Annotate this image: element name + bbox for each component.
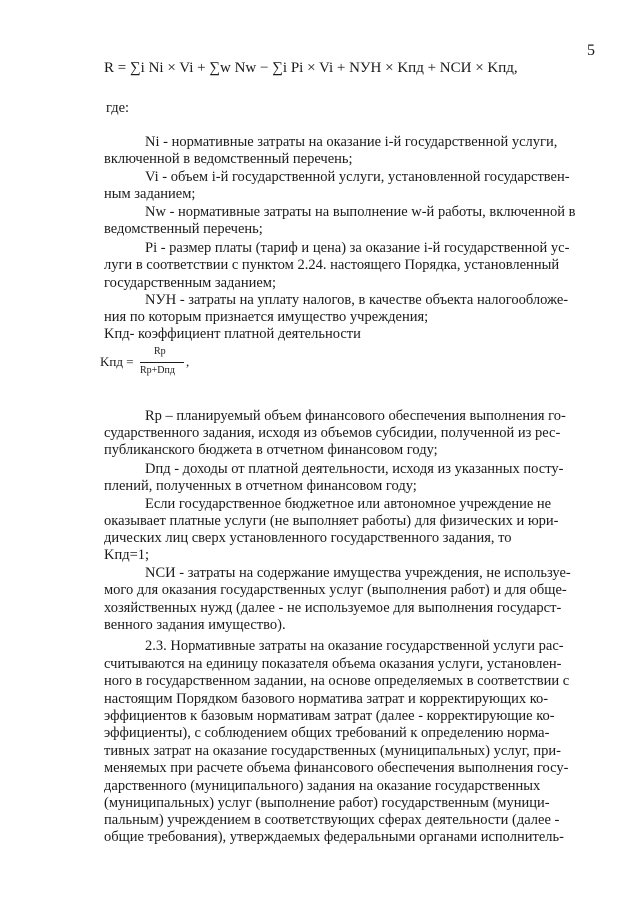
text-line: плений, полученных в отчетном финансовом году; (104, 478, 417, 494)
text-line: хозяйственных нужд (далее - не используемое для выполнения государст- (104, 600, 562, 616)
text-line: Kпд=1; (104, 547, 150, 563)
text-line: оказывает платные услуги (не выполняет работы) для физических и юри- (104, 513, 559, 529)
text-line: сударственного задания, исходя из объемов субсидии, полученной из рес- (104, 425, 561, 441)
text-line: Если государственное бюджетное или автономное учреждение не (145, 496, 552, 512)
text-line: общие требования), утверждаемых федеральными органами исполнитель- (104, 829, 564, 845)
text-line: Nw - нормативные затраты на выполнение w-й работы, включенной в (145, 204, 576, 220)
text-line: Kпд- коэффициент платной деятельности (104, 326, 361, 342)
text-line: включенной в ведомственный перечень; (104, 151, 353, 167)
text-line: Dпд - доходы от платной деятельности, исходя из указанных посту- (145, 461, 564, 477)
text-line: луги в соответствии с пунктом 2.24. настоящего Порядка, установленный (104, 257, 560, 273)
text-line: 2.3. Нормативные затраты на оказание государственной услуги рас- (145, 638, 564, 654)
text-line: Ni - нормативные затраты на оказание i-й государственной услуги, (145, 134, 558, 150)
text-line: дарственного (муниципального) задания на оказание государственных (104, 778, 541, 794)
text-line: государственным заданием; (104, 275, 277, 291)
kpd-formula-numerator: Rp (154, 346, 166, 357)
kpd-formula-denominator: Rp+Dпд (140, 365, 175, 376)
text-line: меняемых при расчете объема финансового обеспечения выполнения госу- (104, 760, 569, 776)
text-line: Pi - размер платы (тариф и цена) за оказание i-й государственной ус- (145, 240, 570, 256)
text-line: тивных затрат на оказание государственных (муниципальных) услуг, при- (104, 743, 561, 759)
text-line: (муниципальных) услуг (выполнение работ) государственным (муници- (104, 795, 550, 811)
text-line: настоящим Порядком базового норматива затрат и корректирующих ко- (104, 691, 549, 707)
text-line: эффициентов к базовым нормативам затрат (далее - корректирующие ко- (104, 708, 555, 724)
text-line: ния по которым признается имущество учреждения; (104, 309, 429, 325)
text-line: Vi - объем i-й государственной услуги, установленной государствен- (145, 169, 570, 185)
text-line: эффициенты), с соблюдением общих требований к определению норма- (104, 725, 550, 741)
text-line: ным заданием; (104, 186, 196, 202)
text-line: венного задания имущество). (104, 617, 286, 633)
text-line: дических лиц сверх установленного государственного задания, то (104, 530, 512, 546)
kpd-formula-lhs: Kпд = (100, 354, 134, 369)
where-label: где: (106, 100, 130, 116)
text-line: ведомственный перечень; (104, 221, 263, 237)
text-line: пальным) учреждением в соответствующих сферах деятельности (далее - (104, 812, 560, 828)
text-line: публиканского бюджета в отчетном финансовом году; (104, 442, 438, 458)
text-line: ного в государственном задании, на основе определяемых в соответствии с (104, 673, 570, 689)
main-formula: R = ∑i Ni × Vi + ∑w Nw − ∑i Pi × Vi + NУН × Kпд + NСИ × Kпд, (104, 60, 518, 76)
text-line: считываются на единицу показателя объема оказания услуги, установлен- (104, 656, 562, 672)
text-line: NУН - затраты на уплату налогов, в качестве объекта налогообложе- (145, 292, 569, 308)
page-number: 5 (587, 42, 595, 59)
text-line: мого для оказания государственных услуг (выполнения работ) и для обще- (104, 582, 567, 598)
fraction-bar (140, 362, 184, 363)
text-line: Rp – планируемый объем финансового обеспечения выполнения го- (145, 408, 566, 424)
text-line: NСИ - затраты на содержание имущества учреждения, не используе- (145, 565, 571, 581)
kpd-formula-comma: , (186, 354, 190, 369)
